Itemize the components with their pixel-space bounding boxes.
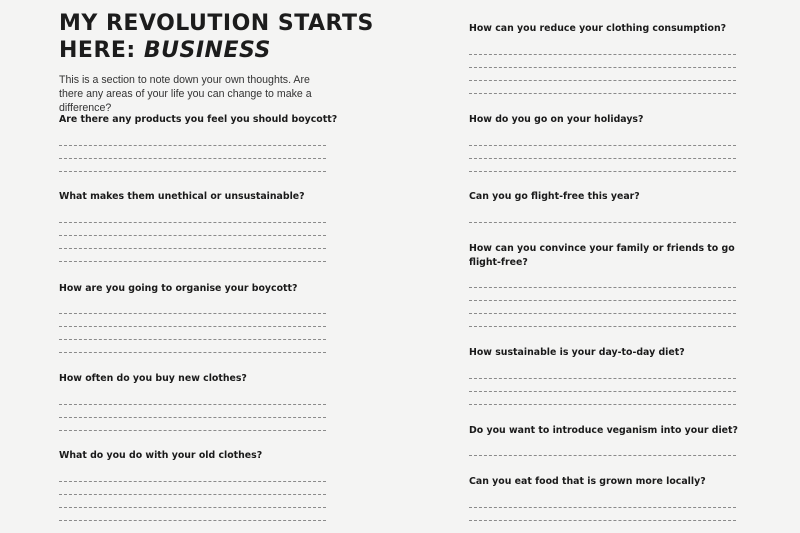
answer-line[interactable] [469, 455, 736, 456]
answer-line[interactable] [59, 339, 326, 340]
answer-line[interactable] [59, 430, 326, 431]
answer-line[interactable] [59, 261, 326, 262]
answer-line[interactable] [469, 93, 736, 94]
question-reduce-clothing: How can you reduce your clothing consumption? [469, 23, 727, 34]
answer-line[interactable] [469, 313, 736, 314]
answer-line[interactable] [469, 158, 736, 159]
answer-line[interactable] [59, 417, 326, 418]
answer-line[interactable] [59, 326, 326, 327]
answer-line[interactable] [59, 248, 326, 249]
title-line-2-emphasis: BUSINESS [143, 38, 271, 63]
title-line-1: MY REVOLUTION STARTS [59, 11, 374, 36]
answer-line[interactable] [469, 520, 736, 521]
answer-line[interactable] [469, 391, 736, 392]
question-local-food: Can you eat food that is grown more locally? [469, 476, 706, 487]
answer-line[interactable] [59, 481, 326, 482]
answer-line[interactable] [469, 171, 736, 172]
answer-line[interactable] [469, 287, 736, 288]
answer-line[interactable] [59, 404, 326, 405]
answer-line[interactable] [59, 520, 326, 521]
title-line-2-prefix: HERE: [59, 38, 144, 63]
answer-line[interactable] [469, 54, 736, 55]
question-new-clothes: How often do you buy new clothes? [59, 373, 247, 384]
answer-line[interactable] [469, 404, 736, 405]
page-title [59, 10, 374, 64]
question-unethical: What makes them unethical or unsustainable? [59, 191, 305, 202]
answer-line[interactable] [59, 313, 326, 314]
question-flight-free: Can you go flight-free this year? [469, 191, 640, 202]
question-old-clothes: What do you do with your old clothes? [59, 450, 263, 461]
answer-line[interactable] [469, 326, 736, 327]
answer-line[interactable] [469, 80, 736, 81]
answer-line[interactable] [59, 507, 326, 508]
answer-line[interactable] [469, 67, 736, 68]
question-veganism: Do you want to introduce veganism into your diet? [469, 425, 738, 436]
intro-text: This is a section to note down your own thoughts. Are there any areas of your life you can change to make a difference? [59, 74, 312, 114]
answer-line[interactable] [59, 145, 326, 146]
answer-line[interactable] [59, 158, 326, 159]
answer-line[interactable] [469, 507, 736, 508]
question-holidays: How do you go on your holidays? [469, 114, 644, 125]
answer-line[interactable] [469, 378, 736, 379]
answer-line[interactable] [469, 145, 736, 146]
question-organise-boycott: How are you going to organise your boycott? [59, 283, 298, 294]
answer-line[interactable] [59, 222, 326, 223]
answer-line[interactable] [469, 300, 736, 301]
answer-line[interactable] [469, 222, 736, 223]
question-convince-family: How can you convince your family or friends to go flight-free? [469, 243, 735, 268]
question-diet: How sustainable is your day-to-day diet? [469, 347, 685, 358]
question-boycott-products: Are there any products you feel you should boycott? [59, 114, 338, 125]
answer-line[interactable] [59, 171, 326, 172]
answer-line[interactable] [59, 352, 326, 353]
answer-line[interactable] [59, 235, 326, 236]
answer-line[interactable] [59, 494, 326, 495]
